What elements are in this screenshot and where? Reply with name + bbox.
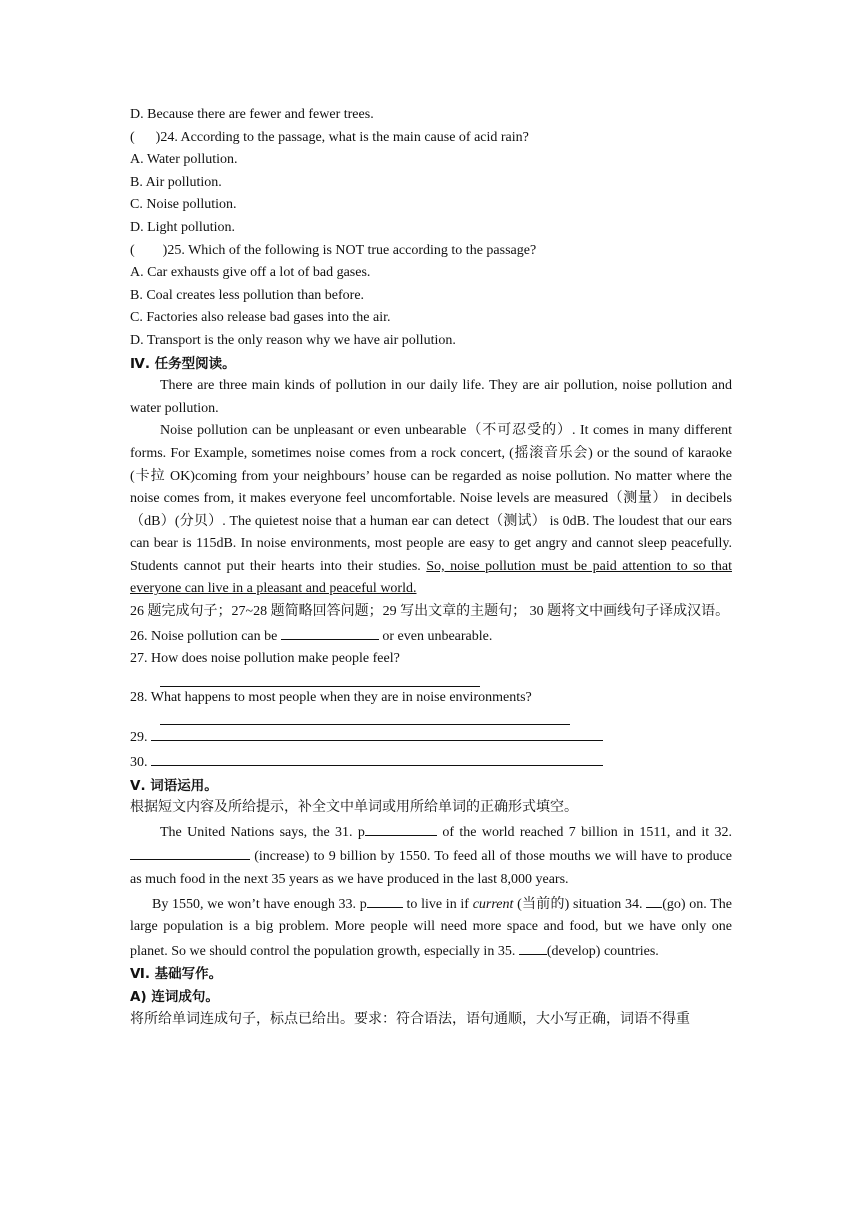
q29-number: 29. xyxy=(130,730,148,746)
q30-number: 30. xyxy=(130,755,148,771)
q32-blank[interactable] xyxy=(130,844,250,860)
section4-paragraph-2 xyxy=(130,420,732,601)
q28: 28. What happens to most people when they are in noise environments? xyxy=(130,689,532,705)
q25-option-a: A. Car exhausts give off a lot of bad gases. xyxy=(130,265,371,281)
section6-instructions: 将所给单词连成句子，标点已给出。要求：符合语法，语句通顺，大小写正确，词语不得重 xyxy=(130,1011,690,1027)
q25-option-c: C. Factories also release bad gases into the air. xyxy=(130,310,391,326)
section4-instructions: 26 题完成句子；27~28 题简略回答问题；29 写出文章的主题句； 30 题将文中画线句子译成汉语。 xyxy=(130,604,730,620)
q24-stem: ( )24. According to the passage, what is the main cause of acid rain? xyxy=(130,129,529,145)
q25-option-b: B. Coal creates less pollution than before. xyxy=(130,287,365,303)
q34-blank[interactable] xyxy=(646,892,662,908)
q31-blank[interactable] xyxy=(365,820,437,836)
q26-text-before: 26. Noise pollution can be xyxy=(130,628,281,644)
p2-text-e: (develop) countries. xyxy=(546,943,659,959)
q24-option-d: D. Light pollution. xyxy=(130,219,235,235)
q30-answer-blank[interactable] xyxy=(151,750,603,766)
p1-text-c: (increase) to 9 billion by 1550. To feed all of those mouths we will have to produce as much food in the next 35 years as we have produced in the last 8,000 years. xyxy=(130,849,732,887)
q25-stem: ( )25. Which of the following is NOT true according to the passage? xyxy=(130,242,537,258)
q23-option-d: D. Because there are fewer and fewer trees. xyxy=(130,107,374,122)
q26-text-after: or even unbearable. xyxy=(378,628,493,644)
section5-heading: Ⅴ. 词语运用。 xyxy=(130,777,218,794)
q29 xyxy=(130,725,732,750)
q35-blank[interactable] xyxy=(519,939,547,955)
q25-option-d: D. Transport is the only reason why we have air pollution. xyxy=(130,332,456,348)
p2-text-a: By 1550, we won’t have enough 33. p xyxy=(152,896,367,912)
q29-answer-blank[interactable] xyxy=(151,725,603,741)
q27-answer-line[interactable] xyxy=(130,671,732,687)
p2-italic-word: current xyxy=(472,896,514,912)
p2-text-d: (go) on. The large population is a big problem. More people will need more space and food, but we have only one planet. So we should control the population growth, especially in 35. xyxy=(130,896,732,959)
section4-paragraph-1: There are three main kinds of pollution in our daily life. They are air pollution, noise pollution and water pollution. xyxy=(130,378,732,416)
p1-text-b: of the world reached 7 billion in 1511, and it 32. xyxy=(436,824,733,840)
section5-paragraph-2 xyxy=(130,892,732,964)
p1-text-a: The United Nations says, the 31. p xyxy=(160,824,365,840)
q33-blank[interactable] xyxy=(367,892,403,908)
section5-instructions: 根据短文内容及所给提示，补全文中单词或用所给单词的正确形式填空。 xyxy=(130,800,578,816)
q26-answer-blank[interactable] xyxy=(281,624,379,640)
section6-heading: Ⅵ. 基础写作。 xyxy=(130,966,223,983)
underlined-sentence: So, noise pollution must be paid attention to so that everyone can live in a pleasant and peaceful world. xyxy=(130,558,732,597)
q26 xyxy=(130,624,732,649)
section5-paragraph-1 xyxy=(130,820,732,892)
p2-text-c: (当前的) situation 34. xyxy=(513,896,647,912)
paragraph-2-text: Noise pollution can be unpleasant or even unbearable（不可忍受的）. It comes in many different forms. For Example, sometimes noise comes from a rock concert, (摇滚音乐会) or the sound of karaoke (卡拉 OK)coming from your neighbours’ house can be regarded as noise pollution. No matter where the noise comes from, it makes everyone feel uncomfortable. Noise levels are measured（测量） in decibels（dB）(分贝）. The quietest noise that a human ear can detect（测试） is 0dB. The loudest that our ears can bear is 115dB. In noise environments, most people are easy to get angry and cannot sleep peacefully. Students cannot put their hearts into their studies. xyxy=(130,423,732,574)
q30 xyxy=(130,750,732,775)
q28-answer-line[interactable] xyxy=(130,709,732,725)
q24-option-a: A. Water pollution. xyxy=(130,152,238,168)
q24-option-b: B. Air pollution. xyxy=(130,174,222,190)
section6-sub-a: A) 连词成句。 xyxy=(130,988,219,1005)
q27: 27. How does noise pollution make people feel? xyxy=(130,651,400,667)
q24-option-c: C. Noise pollution. xyxy=(130,197,237,213)
p2-text-b: to live in if xyxy=(402,896,473,912)
section4-heading: Ⅳ. 任务型阅读。 xyxy=(130,355,236,372)
worksheet-page xyxy=(130,104,732,1031)
